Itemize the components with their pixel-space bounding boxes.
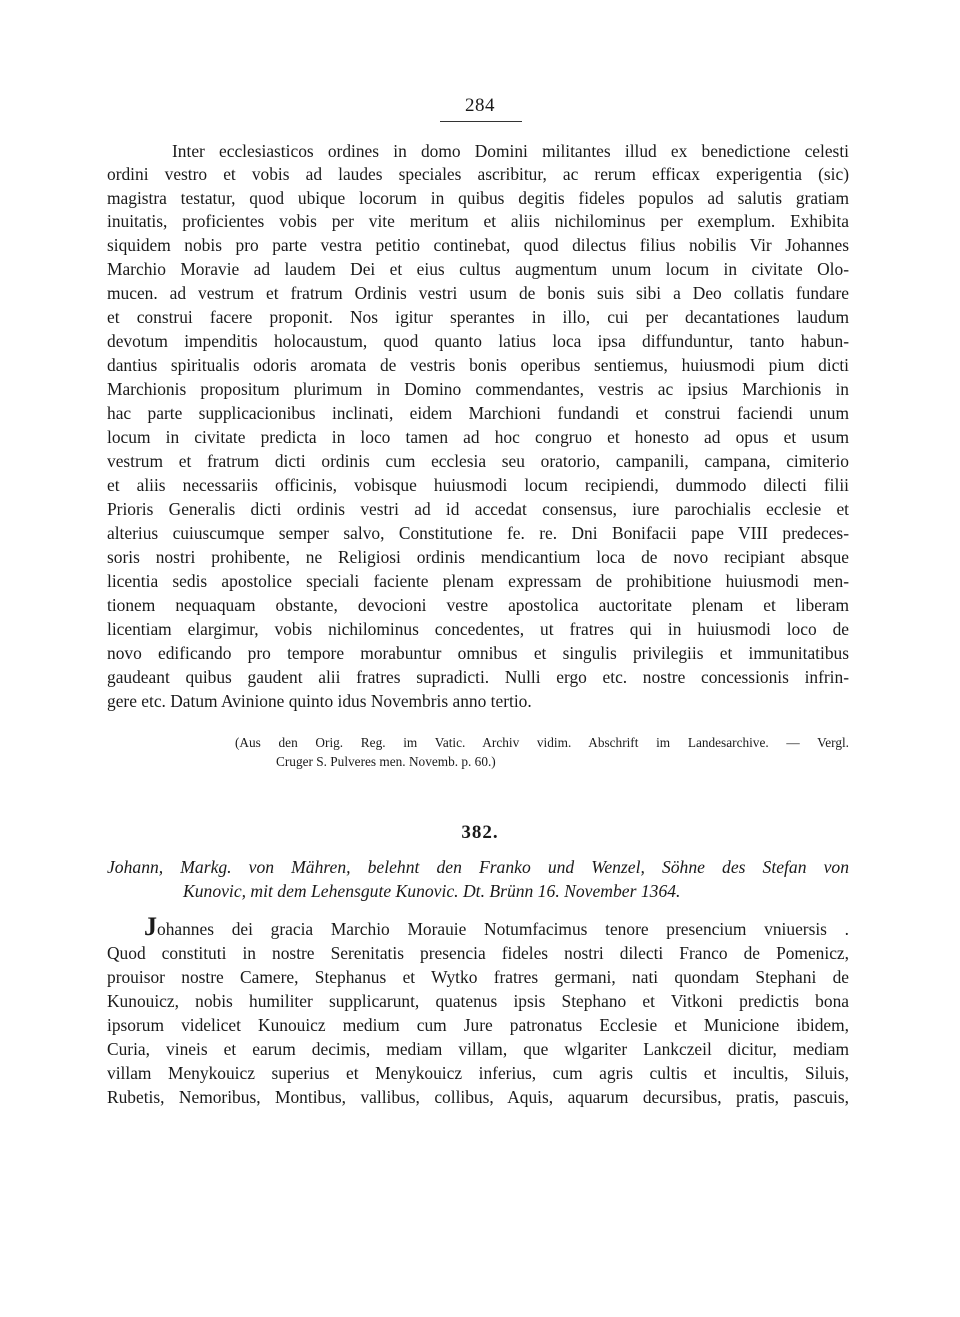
text-line: Marchionis propositum plurimum in Domino commendantes, vestris ac ipsius Marchionis in xyxy=(107,379,849,399)
text-line: Inter ecclesiasticos ordines in domo Domini militantes illud ex benedictione celesti xyxy=(172,141,849,161)
text-line: licentiam elargimur, vobis nichilominus concedentes, ut fratres qui in huiusmodi loco de xyxy=(107,619,849,639)
text-line: novo edificando pro tempore morabuntur omnibus et singulis privilegiis et immunitatibus xyxy=(107,643,849,663)
text-line: licentia sedis apostolice speciali faciente plenam expressam de prohibitione huiusmodi men- xyxy=(107,571,849,591)
text-line: siquidem nobis pro parte vestra petitio continebat, quod dilectus filius nobilis Vir Johannes xyxy=(107,235,849,255)
text-line: villam Menykouicz superius et Menykouicz inferius, cum agris cultis et incultis, Siluis, xyxy=(107,1063,849,1083)
text-line: gaudeant quibus gaudent alii fratres supradicti. Nulli ergo etc. nostre concessionis infrin- xyxy=(107,667,849,687)
source-note-line: (Aus den Orig. Reg. im Vatic. Archiv vidim. Abschrift im Landesarchive. — Vergl. xyxy=(235,735,849,750)
page-number: 284 xyxy=(465,95,495,116)
text-line: soris nostri prohibente, ne Religiosi ordinis mendicantium loca de novo recipiant absque xyxy=(107,547,849,567)
text-line: tionem nequaquam obstante, devocioni vestre apostolica auctoritate plenam et liberam xyxy=(107,595,849,615)
text-line: Prioris Generalis dicti ordinis vestri ad id accedat consensus, iure parochialis ecclesie et xyxy=(107,499,849,519)
text-line: Curia, vineis et earum decimis, mediam villam, que wlgariter Lankczeil dicitur, mediam xyxy=(107,1039,849,1059)
text-line: gere etc. Datum Avinione quinto idus Novembris anno tertio. xyxy=(107,691,532,711)
initial-letter: J xyxy=(144,912,157,941)
header-rule xyxy=(440,121,522,122)
text-line: vestrum et fratrum dicti ordinis cum ecclesia seu oratorio, campanili, campana, cimiterio xyxy=(107,451,849,471)
text-line: magistra testatur, quod ubique locorum in quibus degitis fideles populos ad salutis gratiam xyxy=(107,188,849,208)
text-line: Kunouicz, nobis humiliter supplicarunt, quatenus ipsis Stephano et Vitkoni predictis bona xyxy=(107,991,849,1011)
text-line: Quod constituti in nostre Serenitatis presencia fideles nostri dilecti Franco de Pomenicz, xyxy=(107,943,849,963)
text-line: dantius spiritualis odoris aromata de vestris bonis operibus sentiemus, huiusmodi pium dicti xyxy=(107,355,849,375)
source-note-line: Cruger S. Pulveres men. Novemb. p. 60.) xyxy=(276,754,496,769)
text-line: Rubetis, Nemoribus, Montibus, vallibus, collibus, Aquis, aquarum decursibus, pratis, pascuis, xyxy=(107,1087,849,1107)
text-line: Marchio Moravie ad laudem Dei et eius cultus augmentum unum locum in civitate Olo- xyxy=(107,259,849,279)
text-line: locum in civitate predicta in loco tamen ad hoc congruo et honesto ad opus et usum xyxy=(107,427,849,447)
text-line: inuitatis, proficientes vobis per vite meritum et aliis nichilominus per exemplum. Exhibita xyxy=(107,211,849,231)
text-line: prouisor nostre Camere, Stephanus et Wytko fratres germani, nati quondam Stephani de xyxy=(107,967,849,987)
text-line: hac parte supplicacionibus inclinati, eidem Marchioni fundandi et construi faciendi unum xyxy=(107,403,849,423)
text-line: ordini vestro et vobis ad laudes speciales ascribitur, ac rerum efficax experigentia (sic) xyxy=(107,164,849,184)
summary-line: Kunovic, mit dem Lehensgute Kunovic. Dt. Brünn 16. November 1364. xyxy=(183,881,681,901)
summary-line: Johann, Markg. von Mähren, belehnt den Franko und Wenzel, Söhne des Stefan von xyxy=(107,857,849,877)
text-line: devotum impenditis holocaustum, quod quanto latius loca ipsa diffunduntur, tanto habun- xyxy=(107,331,849,351)
text-line: mucen. ad vestrum et fratrum Ordinis vestri usum de bonis suis sibi a Deo collatis fundare xyxy=(107,283,849,303)
text-line: et aliis necessariis officinis, vobisque huiusmodi locum recipiendi, dummodo dilecti filii xyxy=(107,475,849,495)
document-number: 382. xyxy=(461,822,499,843)
text-line-first xyxy=(144,912,849,941)
text-line: ipsorum videlicet Kunouicz medium cum Jure patronatus Ecclesie et Municione ibidem, xyxy=(107,1015,849,1035)
text-line-rest: ohannes dei gracia Marchio Morauie Notumfacimus tenore presencium vniuersis . xyxy=(157,919,849,939)
text-line: alterius cuiuscumque semper salvo, Constitutione fe. re. Dni Bonifacii pape VIII predeces- xyxy=(107,523,849,543)
text-line: et construi facere proponit. Nos igitur sperantes in illo, cui per decantationes laudum xyxy=(107,307,849,327)
